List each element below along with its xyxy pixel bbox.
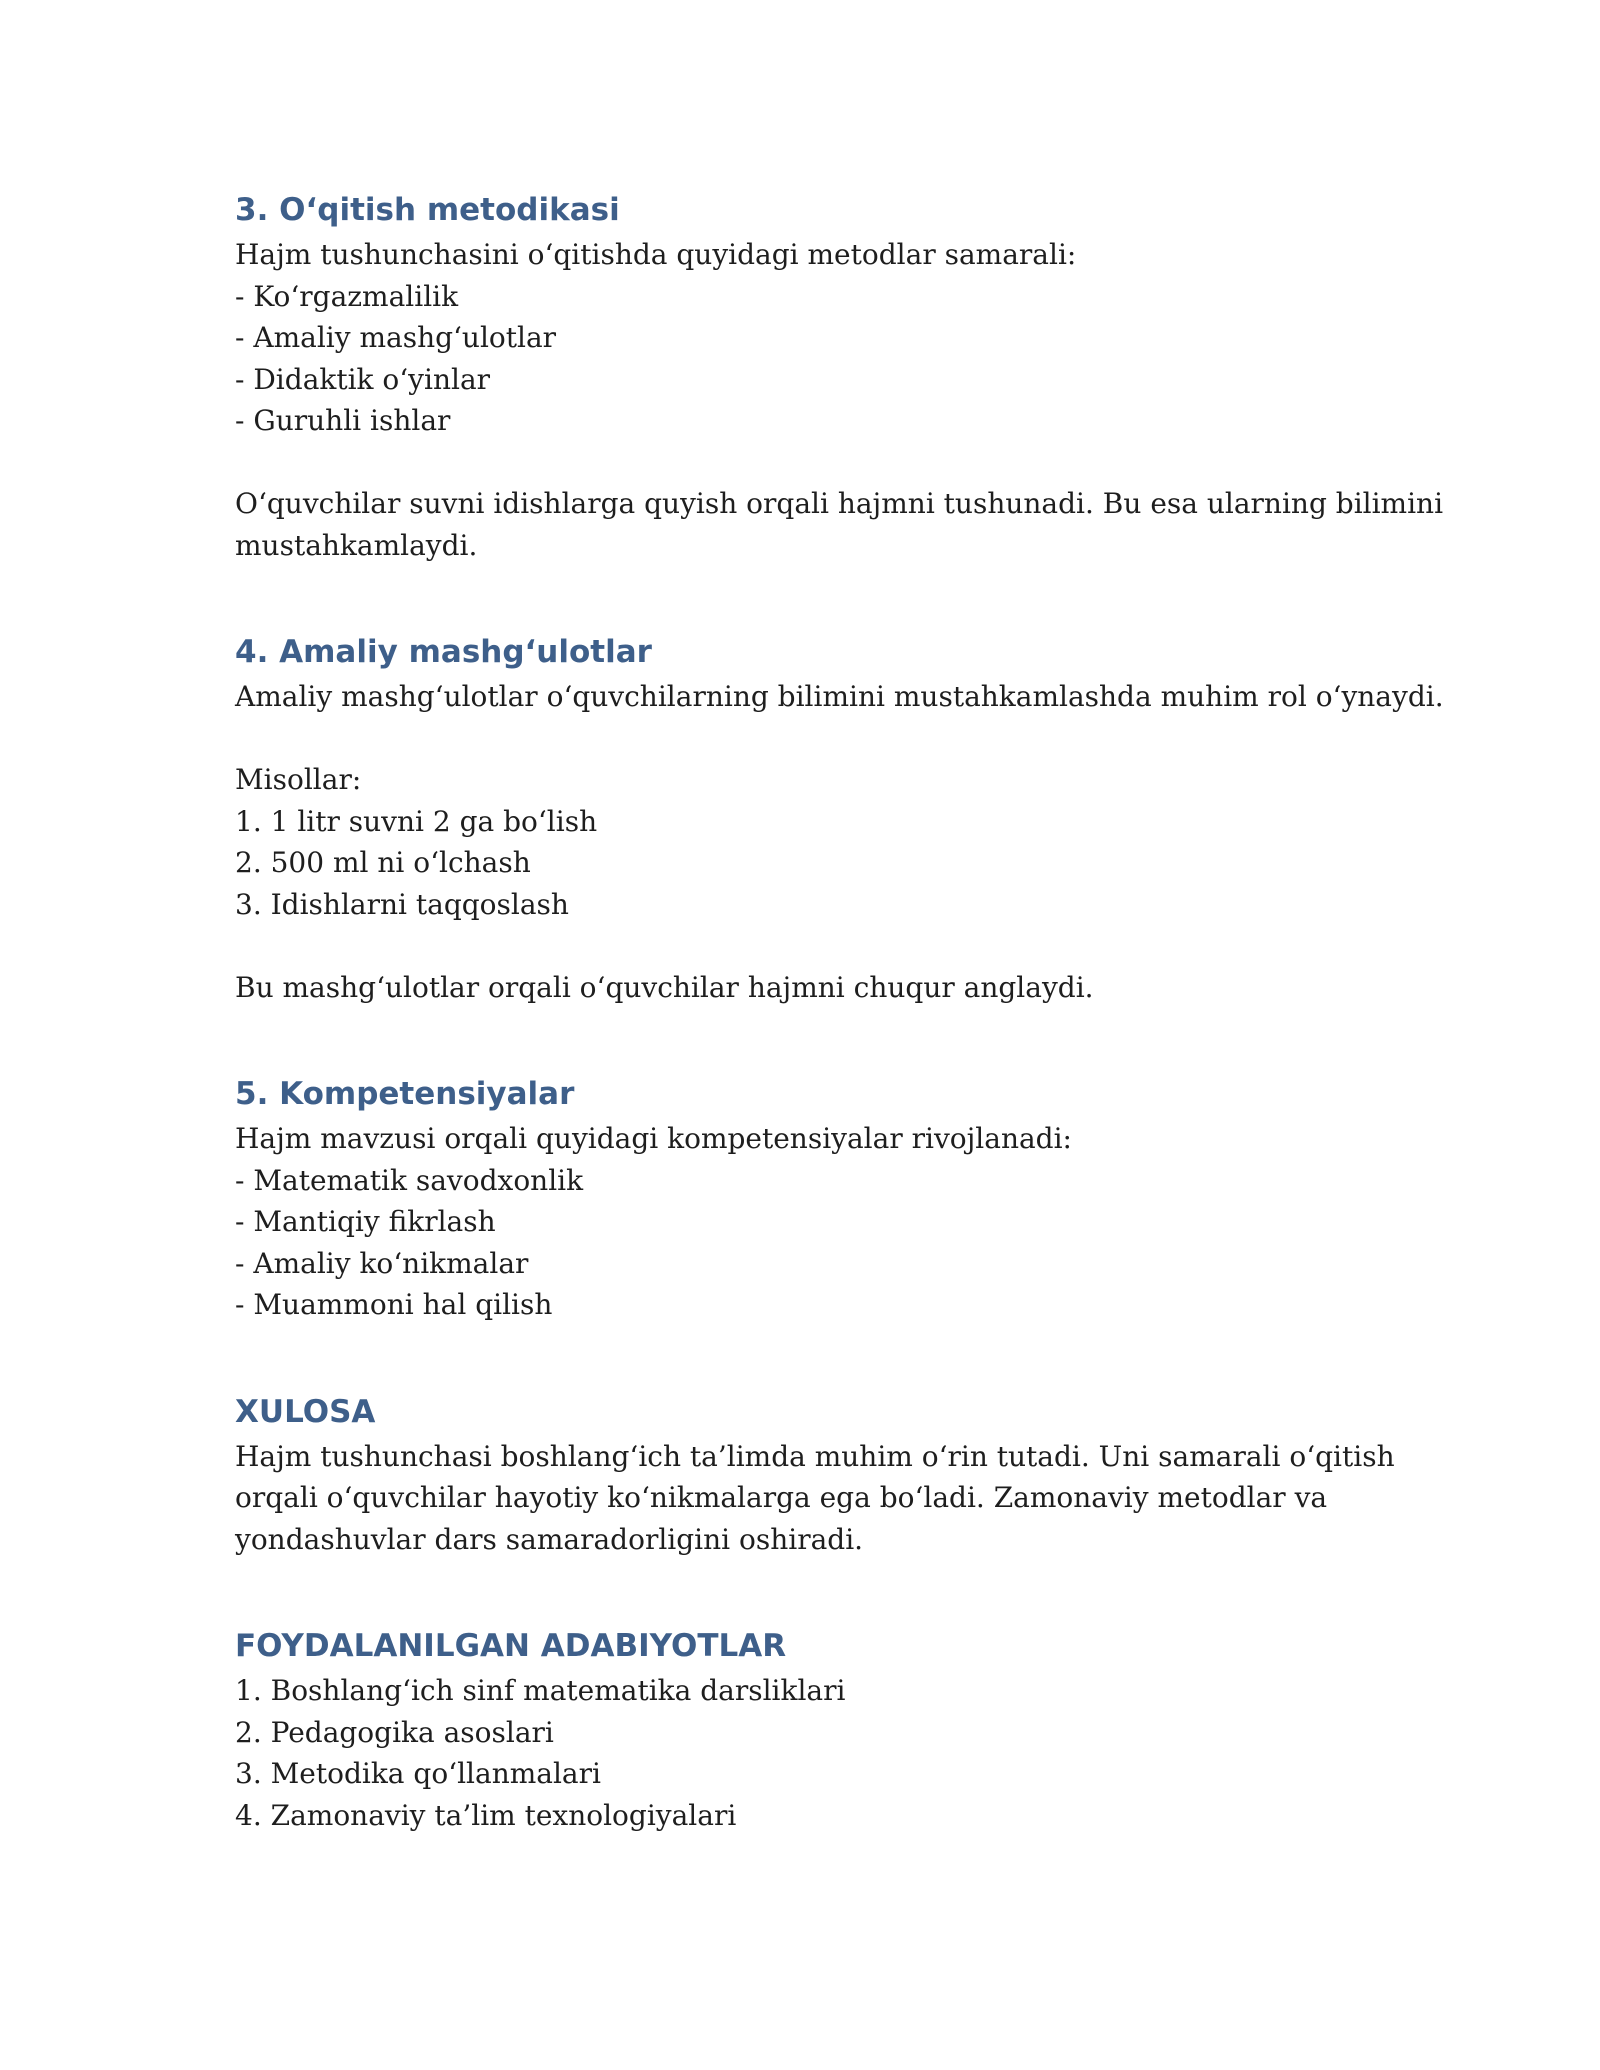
reference-item: 3. Metodika qo‘llanmalari [235, 1757, 601, 1790]
section-teaching-methodology [235, 186, 1444, 566]
paragraph-line: Hajm tushunchasini o‘qitishda quyidagi metodlar samarali: [235, 238, 1077, 271]
paragraph-line: Hajm tushunchasi boshlang‘ich ta’limda muhim o‘rin tutadi. Uni samarali o‘qitish [235, 1439, 1395, 1473]
paragraph-line: yondashuvlar dars samaradorligini oshiradi. [235, 1522, 864, 1556]
list-item: - Mantiqiy fikrlash [235, 1205, 496, 1238]
reference-item: 1. Boshlang‘ich sinf matematika darsliklari [235, 1674, 846, 1707]
section-references [235, 1622, 1365, 1836]
blank-line [235, 718, 1365, 760]
section-gap [235, 566, 1365, 628]
section-heading: FOYDALANILGAN ADABIYOTLAR [235, 1628, 787, 1664]
section-practical-exercises [235, 628, 1444, 1008]
section-competencies [235, 1070, 1365, 1326]
list-item: - Muammoni hal qilish [235, 1288, 553, 1321]
blank-line [235, 925, 1365, 967]
list-item: - Amaliy mashg‘ulotlar [235, 321, 557, 354]
list-item: 3. Idishlarni taqqoslash [235, 887, 569, 921]
reference-item: 4. Zamonaviy ta’lim texnologiyalari [235, 1798, 737, 1832]
section-heading: 4. Amaliy mashg‘ulotlar [235, 634, 652, 670]
paragraph-line: Bu mashg‘ulotlar orqali o‘quvchilar hajmni chuqur anglaydi. [235, 970, 1094, 1004]
list-item: 2. 500 ml ni o‘lchash [235, 846, 531, 879]
section-conclusion [235, 1388, 1395, 1561]
examples-label: Misollar: [235, 763, 362, 796]
list-item: - Didaktik o‘yinlar [235, 362, 491, 396]
section-heading: XULOSA [235, 1393, 376, 1430]
section-gap [235, 1008, 1365, 1070]
list-item: 1. 1 litr suvni 2 ga bo‘lish [235, 804, 598, 838]
section-heading: 5. Kompetensiyalar [235, 1076, 575, 1112]
list-item: - Matematik savodxonlik [235, 1163, 584, 1197]
list-item: - Guruhli ishlar [235, 404, 451, 437]
paragraph-line: mustahkamlaydi. [235, 528, 478, 562]
list-item: - Amaliy ko‘nikmalar [235, 1246, 529, 1280]
paragraph-line: O‘quvchilar suvni idishlarga quyish orqali hajmni tushunadi. Bu esa ularning bilimini [235, 487, 1444, 520]
section-heading: 3. O‘qitish metodikasi [235, 192, 620, 228]
paragraph-line: Amaliy mashg‘ulotlar o‘quvchilarning bilimini mustahkamlashda muhim rol o‘ynaydi. [235, 680, 1444, 713]
paragraph-line: Hajm mavzusi orqali quyidagi kompetensiyalar rivojlanadi: [235, 1122, 1072, 1155]
section-gap [235, 1560, 1365, 1622]
list-item: - Ko‘rgazmalilik [235, 279, 459, 313]
blank-line [235, 442, 1365, 484]
section-gap [235, 1326, 1365, 1388]
reference-item: 2. Pedagogika asoslari [235, 1715, 554, 1749]
paragraph-line: orqali o‘quvchilar hayotiy ko‘nikmalarga ega bo‘ladi. Zamonaviy metodlar va [235, 1481, 1328, 1514]
document-content [235, 186, 1444, 1836]
